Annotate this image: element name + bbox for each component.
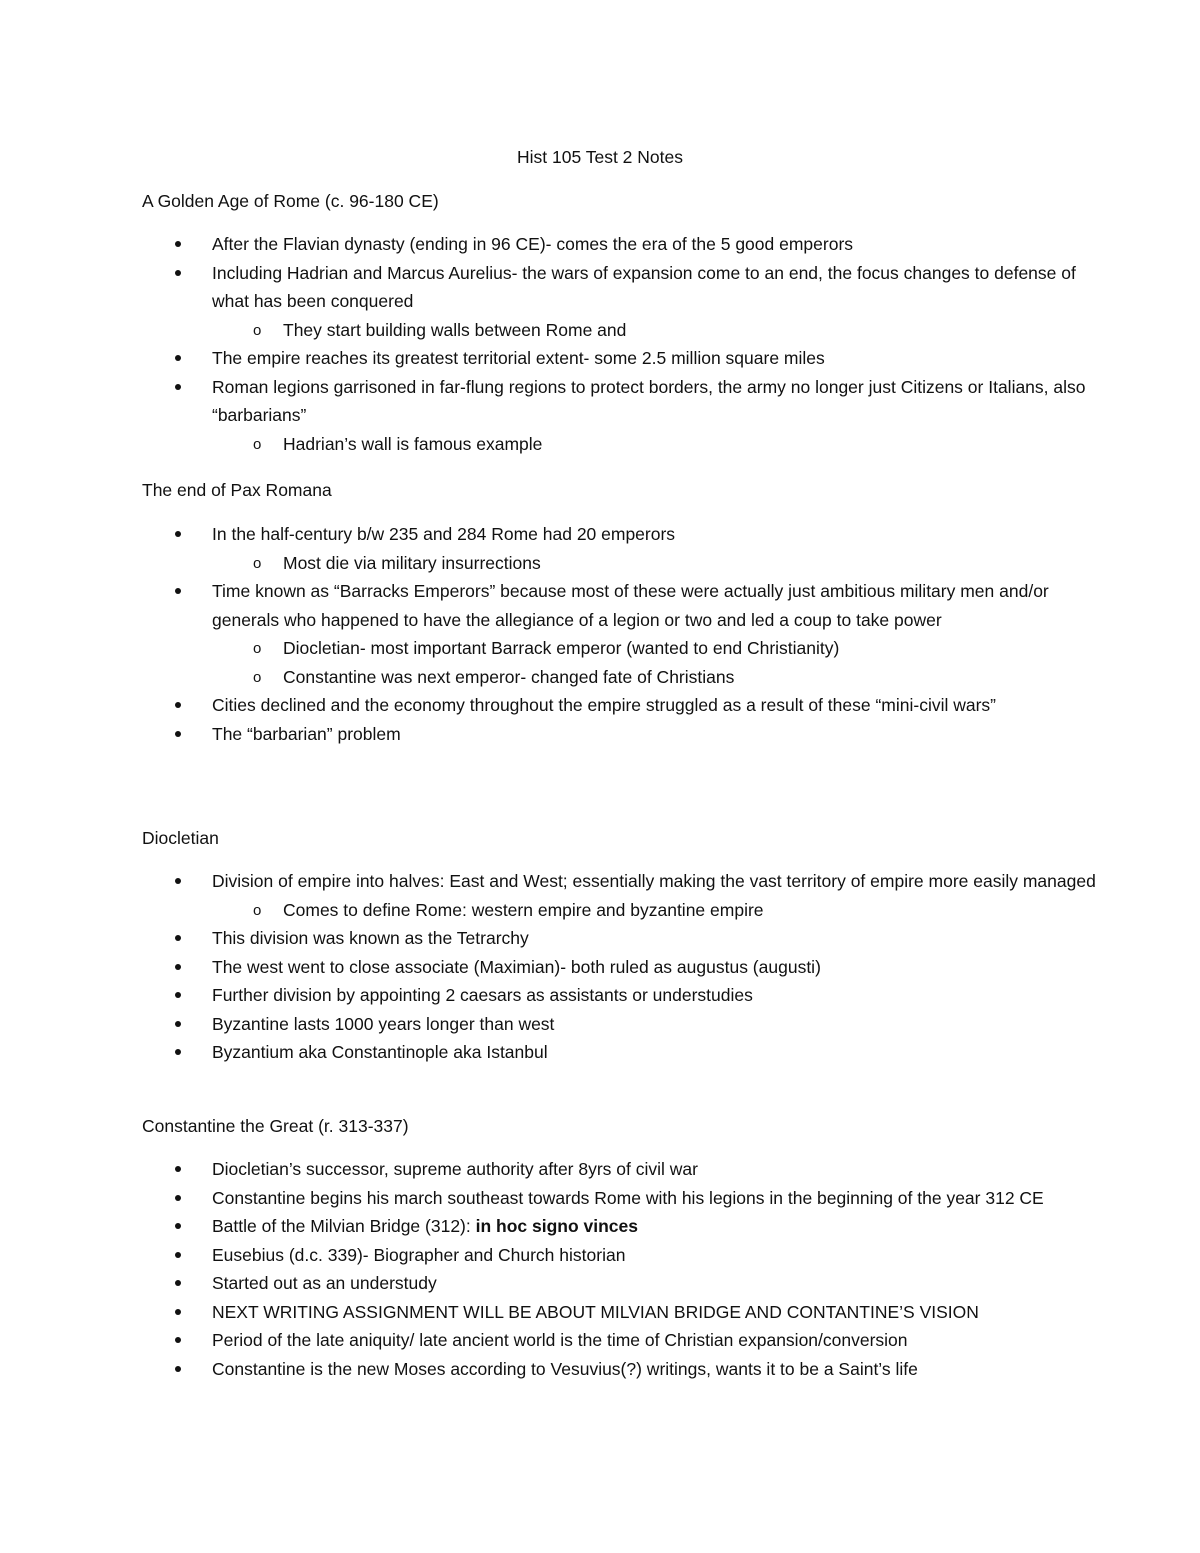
bullet-item: Further division by appointing 2 caesars as assistants or understudies [142,981,1102,1010]
bullet-item [142,1212,1102,1241]
section-heading: A Golden Age of Rome (c. 96-180 CE) [142,191,439,211]
bullet-item: NEXT WRITING ASSIGNMENT WILL BE ABOUT MILVIAN BRIDGE AND CONTANTINE’S VISION [142,1298,1102,1327]
bullet-item: The empire reaches its greatest territorial extent- some 2.5 million square miles [142,344,1102,373]
bullet-item: Byzantine lasts 1000 years longer than west [142,1010,1102,1039]
sub-bullet-item: o Hadrian’s wall is famous example [142,430,1102,459]
bullet-item: Division of empire into halves: East and West; essentially making the vast territory of empire more easily managed [142,867,1102,896]
bullet-list [142,867,1102,1067]
bullet-item: Constantine begins his march southeast towards Rome with his legions in the beginning of the year 312 CE [142,1184,1102,1213]
bullet-item: The west went to close associate (Maximian)- both ruled as augustus (augusti) [142,953,1102,982]
bullet-item: This division was known as the Tetrarchy [142,924,1102,953]
section-diocletian [142,825,1102,1067]
bullet-item: In the half-century b/w 235 and 284 Rome had 20 emperors [142,520,1102,549]
bullet-item: Period of the late aniquity/ late ancient world is the time of Christian expansion/conversion [142,1326,1102,1355]
sub-bullet-item: o Diocletian- most important Barrack emperor (wanted to end Christianity) [142,634,1102,663]
sub-bullet-item: o Most die via military insurrections [142,549,1102,578]
bullet-text: Battle of the Milvian Bridge (312): [212,1216,476,1236]
sub-bullet-item: o Constantine was next emperor- changed fate of Christians [142,663,1102,692]
sub-bullet-item: o Comes to define Rome: western empire and byzantine empire [142,896,1102,925]
document-title: Hist 105 Test 2 Notes [516,147,683,167]
bullet-list [142,230,1102,458]
section-heading: Diocletian [142,828,219,848]
bullet-item: Started out as an understudy [142,1269,1102,1298]
section-golden-age [142,188,1102,458]
bullet-item: Eusebius (d.c. 339)- Biographer and Church historian [142,1241,1102,1270]
bullet-item: The “barbarian” problem [142,720,1102,749]
section-heading: Constantine the Great (r. 313-337) [142,1116,409,1136]
bullet-item: Byzantium aka Constantinople aka Istanbul [142,1038,1102,1067]
bullet-item: After the Flavian dynasty (ending in 96 CE)- comes the era of the 5 good emperors [142,230,1102,259]
bullet-list [142,520,1102,748]
bullet-item: Constantine is the new Moses according to Vesuvius(?) writings, wants it to be a Saint’s life [142,1355,1102,1384]
bullet-list [142,1155,1102,1383]
section-end-pax-romana [142,477,1102,748]
section-heading: The end of Pax Romana [142,480,332,500]
section-constantine [142,1113,1102,1383]
latin-motto: in hoc signo vinces [475,1216,639,1236]
sub-bullet-item: o They start building walls between Rome and [142,316,1102,345]
bullet-item: Diocletian’s successor, supreme authority after 8yrs of civil war [142,1155,1102,1184]
bullet-item: Time known as “Barracks Emperors” because most of these were actually just ambitious military men and/or generals who happened to have the allegiance of a legion or two and led a coup to take power [142,577,1102,634]
bullet-item: Including Hadrian and Marcus Aurelius- the wars of expansion come to an end, the focus changes to defense of what has been conquered [142,259,1102,316]
bullet-item: Cities declined and the economy throughout the empire struggled as a result of these “mini-civil wars” [142,691,1102,720]
bullet-item: Roman legions garrisoned in far-flung regions to protect borders, the army no longer just Citizens or Italians, also “barbarians” [142,373,1102,430]
